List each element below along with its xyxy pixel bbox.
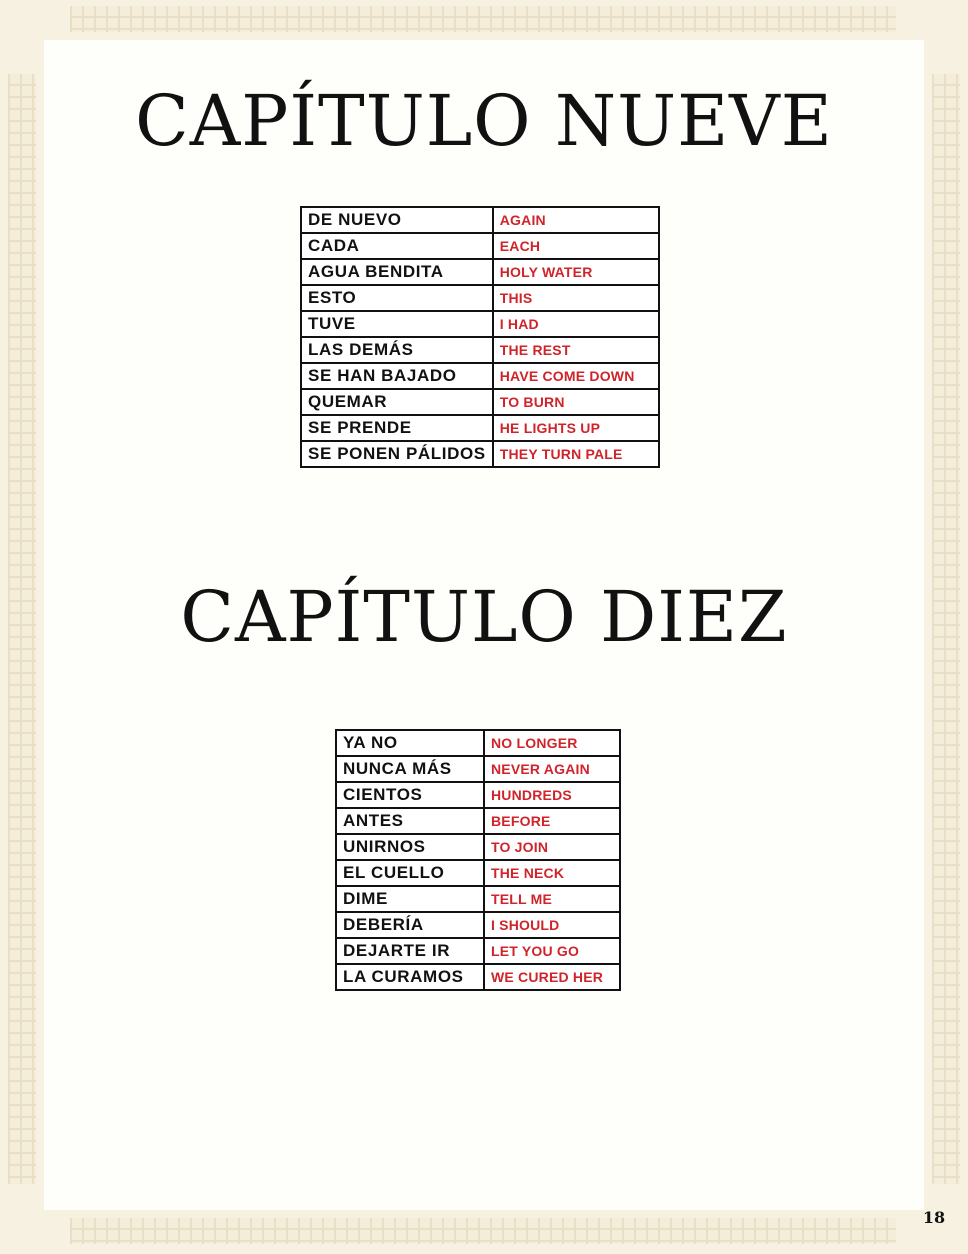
english-translation: NEVER AGAIN bbox=[484, 756, 620, 782]
spanish-term: CADA bbox=[301, 233, 493, 259]
spanish-term: ANTES bbox=[336, 808, 484, 834]
table-row bbox=[336, 886, 620, 912]
english-translation: THE REST bbox=[493, 337, 659, 363]
table-row bbox=[301, 389, 659, 415]
spanish-term: YA NO bbox=[336, 730, 484, 756]
spanish-term: LAS DEMÁS bbox=[301, 337, 493, 363]
english-translation: THE NECK bbox=[484, 860, 620, 886]
table-row bbox=[336, 860, 620, 886]
spanish-term: EL CUELLO bbox=[336, 860, 484, 886]
spanish-term: NUNCA MÁS bbox=[336, 756, 484, 782]
table-row bbox=[301, 259, 659, 285]
spanish-term: LA CURAMOS bbox=[336, 964, 484, 990]
english-translation: NO LONGER bbox=[484, 730, 620, 756]
english-translation: WE CURED HER bbox=[484, 964, 620, 990]
table-row bbox=[336, 782, 620, 808]
spanish-term: DEBERÍA bbox=[336, 912, 484, 938]
table-row bbox=[301, 285, 659, 311]
decorative-border-bottom bbox=[70, 1218, 896, 1244]
table-row bbox=[336, 834, 620, 860]
english-translation: LET YOU GO bbox=[484, 938, 620, 964]
spanish-term: ESTO bbox=[301, 285, 493, 311]
table-row bbox=[336, 938, 620, 964]
table-row bbox=[301, 233, 659, 259]
table-row bbox=[301, 337, 659, 363]
table-row bbox=[336, 756, 620, 782]
spanish-term: DE NUEVO bbox=[301, 207, 493, 233]
table-row bbox=[336, 808, 620, 834]
spanish-term: DIME bbox=[336, 886, 484, 912]
table-row bbox=[336, 964, 620, 990]
spanish-term: QUEMAR bbox=[301, 389, 493, 415]
chapter-nine-title: CAPÍTULO NUEVE bbox=[135, 80, 833, 162]
decorative-border-top bbox=[70, 6, 896, 32]
english-translation: TELL ME bbox=[484, 886, 620, 912]
chapter-ten-title: CAPÍTULO DIEZ bbox=[180, 576, 788, 658]
english-translation: THEY TURN PALE bbox=[493, 441, 659, 467]
chapter-nine-vocab-table bbox=[300, 206, 660, 468]
table-row bbox=[336, 730, 620, 756]
english-translation: HUNDREDS bbox=[484, 782, 620, 808]
spanish-term: TUVE bbox=[301, 311, 493, 337]
table-row bbox=[301, 415, 659, 441]
table-row bbox=[301, 207, 659, 233]
english-translation: I HAD bbox=[493, 311, 659, 337]
spanish-term: UNIRNOS bbox=[336, 834, 484, 860]
english-translation: AGAIN bbox=[493, 207, 659, 233]
spanish-term: AGUA BENDITA bbox=[301, 259, 493, 285]
english-translation: TO JOIN bbox=[484, 834, 620, 860]
english-translation: BEFORE bbox=[484, 808, 620, 834]
page-number: 18 bbox=[922, 1208, 946, 1227]
spanish-term: DEJARTE IR bbox=[336, 938, 484, 964]
spanish-term: SE PONEN PÁLIDOS bbox=[301, 441, 493, 467]
english-translation: HE LIGHTS UP bbox=[493, 415, 659, 441]
english-translation: TO BURN bbox=[493, 389, 659, 415]
chapter-ten-vocab-table bbox=[335, 729, 621, 991]
english-translation: HOLY WATER bbox=[493, 259, 659, 285]
table-row bbox=[301, 441, 659, 467]
table-row bbox=[301, 363, 659, 389]
table-row bbox=[336, 912, 620, 938]
spanish-term: CIENTOS bbox=[336, 782, 484, 808]
english-translation: THIS bbox=[493, 285, 659, 311]
table-row bbox=[301, 311, 659, 337]
english-translation: EACH bbox=[493, 233, 659, 259]
spanish-term: SE PRENDE bbox=[301, 415, 493, 441]
english-translation: HAVE COME DOWN bbox=[493, 363, 659, 389]
spanish-term: SE HAN BAJADO bbox=[301, 363, 493, 389]
english-translation: I SHOULD bbox=[484, 912, 620, 938]
